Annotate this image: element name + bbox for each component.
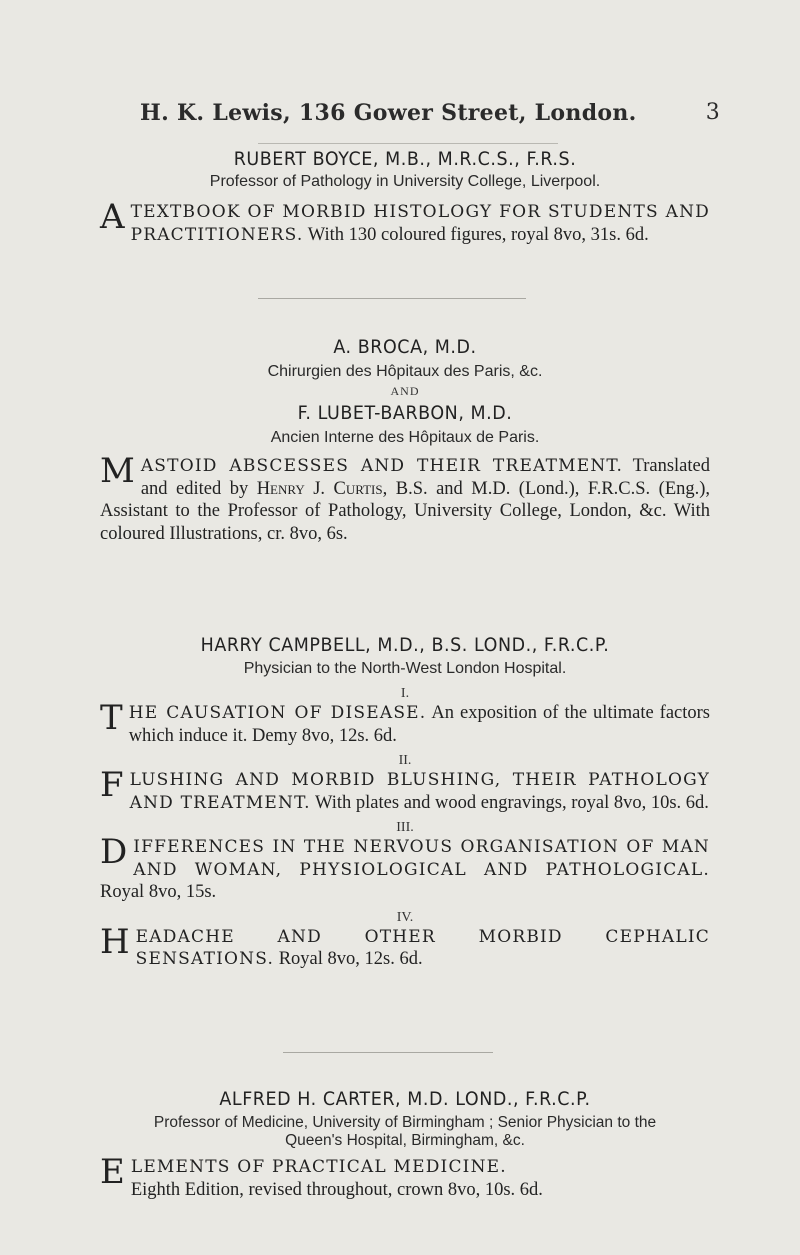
drop-cap: A xyxy=(100,197,125,237)
drop-cap: E xyxy=(100,1152,125,1192)
volume-numeral: III. xyxy=(396,820,414,835)
book-details-continued: B.S. and M.D. (Lond.), F.R.C.S. (Eng.), Assistant to the Professor of Pathology, University College, London, &c. With coloured Illustrations, cr. 8vo, 6s. xyxy=(100,478,711,544)
book-title: EADACHE AND OTHER MORBID CEPHALIC SENSATIONS. xyxy=(135,926,710,969)
book-entry xyxy=(100,921,710,971)
book-title: LEMENTS OF PRACTICAL MEDICINE. xyxy=(130,1157,507,1177)
drop-cap: D xyxy=(100,832,128,872)
book-title: LUSHING AND MORBID BLUSHING, THEIR PATHOLOGY AND TREATMENT. xyxy=(129,770,710,813)
coauthor-name: F. LUBET-BARBON, M.D. xyxy=(297,402,513,424)
boyce-section xyxy=(100,148,710,246)
drop-cap: F xyxy=(100,765,124,805)
author-name: ALFRED H. CARTER, M.D. LOND., F.R.C.P. xyxy=(219,1088,591,1110)
volume-numeral: I. xyxy=(400,686,410,701)
book-details: With 130 coloured figures, royal 8vo, 31s. 6d. xyxy=(307,224,649,245)
campbell-section xyxy=(100,634,710,971)
book-details: Eighth Edition, revised throughout, crown 8vo, 10s. 6d. xyxy=(130,1179,543,1200)
coauthor-affiliation: Ancien Interne des Hôpitaux de Paris. xyxy=(270,429,540,446)
publisher-line: H. K. Lewis, 136 Gower Street, London. xyxy=(140,100,637,126)
page-number: 3 xyxy=(705,100,720,125)
author-name: A. BROCA, M.D. xyxy=(333,336,477,358)
book-title: ASTOID ABSCESSES AND THEIR TREATMENT. xyxy=(140,456,624,476)
book-entry xyxy=(100,765,710,814)
and-connector: AND xyxy=(390,384,420,398)
book-details: Royal 8vo, 12s. 6d. xyxy=(278,949,423,969)
book-entry xyxy=(100,832,710,904)
header-rule xyxy=(258,143,558,144)
section-divider xyxy=(283,1052,493,1053)
book-details: An exposition of the ultimate factors which induce it. Demy 8vo, 12s. 6d. xyxy=(128,703,710,746)
author-name: RUBERT BOYCE, M.B., M.R.C.S., F.R.S. xyxy=(233,148,577,170)
book-entry xyxy=(100,197,710,246)
book-details: Royal 8vo, 15s. xyxy=(100,882,217,902)
drop-cap: M xyxy=(100,451,135,491)
book-entry xyxy=(100,698,710,747)
author-affiliation: Professor of Pathology in University College, Liverpool. xyxy=(209,173,601,190)
book-entry xyxy=(100,1152,710,1201)
book-entry xyxy=(100,451,711,545)
volume-numeral: II. xyxy=(398,753,412,768)
drop-cap: T xyxy=(100,698,123,738)
translator-name: Henry J. Curtis, xyxy=(256,478,388,499)
book-title: HE CAUSATION OF DISEASE. xyxy=(128,703,427,723)
author-name: HARRY CAMPBELL, M.D., B.S. LOND., F.R.C.P. xyxy=(200,634,610,656)
carter-section xyxy=(100,1088,710,1201)
volume-numeral: IV. xyxy=(396,909,414,925)
drop-cap: H xyxy=(100,921,130,962)
section-divider xyxy=(258,298,526,299)
broca-section xyxy=(100,336,710,545)
book-title: IFFERENCES IN THE NERVOUS ORGANISATION OF MAN AND WOMAN, PHYSIOLOGICAL AND PATHOLOGICAL. xyxy=(133,837,710,880)
author-affiliation: Chirurgien des Hôpitaux des Paris, &c. xyxy=(267,363,543,380)
book-details: With plates and wood engravings, royal 8vo, 10s. 6d. xyxy=(315,792,709,813)
author-affiliation: Physician to the North-West London Hospital. xyxy=(243,660,567,677)
author-affiliation-line2: Queen's Hospital, Birmingham, &c. xyxy=(285,1132,525,1149)
book-title: TEXTBOOK OF MORBID HISTOLOGY FOR STUDENTS AND PRACTITIONERS. xyxy=(130,202,710,245)
author-affiliation: Professor of Medicine, University of Birmingham ; Senior Physician to the xyxy=(153,1114,657,1131)
book-details: Translated and edited by xyxy=(140,456,710,499)
